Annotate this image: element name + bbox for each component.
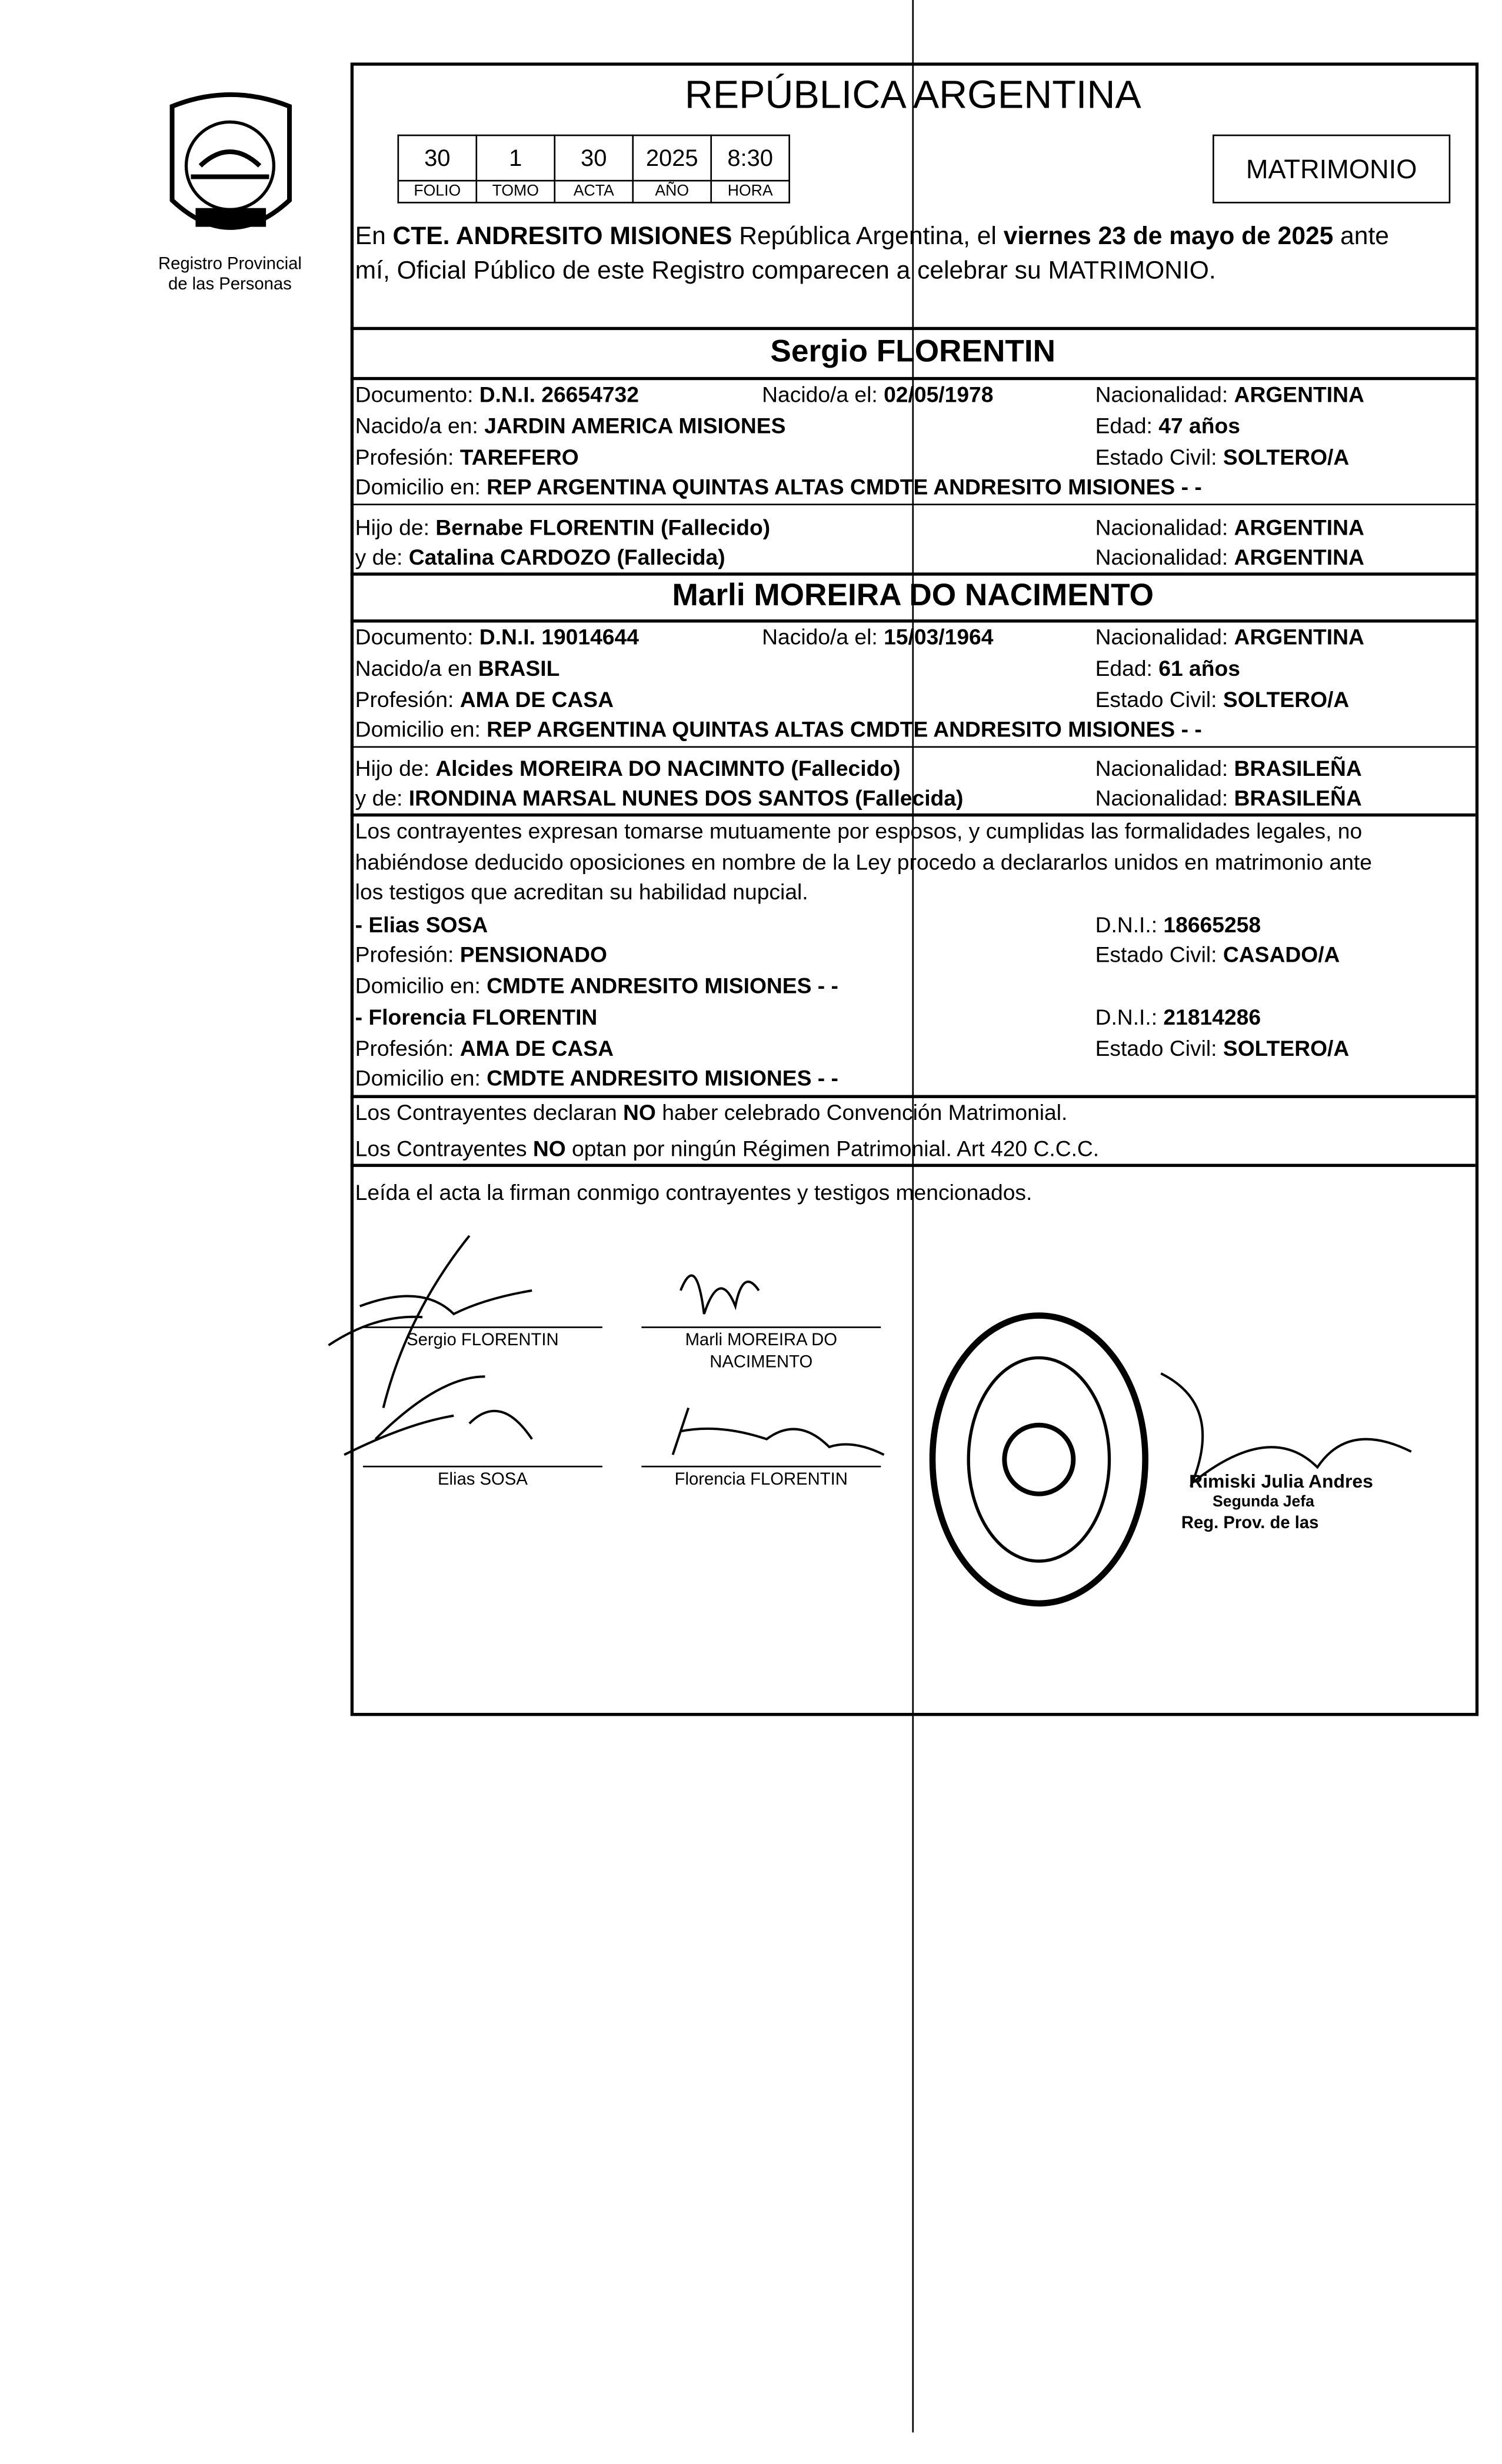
witness1-address: Domicilio en: CMDTE ANDRESITO MISIONES - - — [355, 973, 838, 998]
convention-line1: Los Contrayentes declaran NO haber celebrado Convención Matrimonial. — [355, 1099, 1068, 1125]
groom-documento: Documento: D.N.I. 26654732 — [355, 381, 639, 407]
official-office: Reg. Prov. de las — [1181, 1514, 1319, 1533]
witness1-civil-status: Estado Civil: CASADO/A — [1095, 941, 1340, 967]
bride-profession: Profesión: AMA DE CASA — [355, 686, 614, 712]
signature-line — [641, 1466, 881, 1468]
signature-witness1-label: Elias SOSA — [438, 1470, 528, 1489]
witness2-address: Domicilio en: CMDTE ANDRESITO MISIONES - - — [355, 1065, 838, 1091]
province-seal-logo — [156, 91, 305, 263]
witness1-name: - Elias SOSA — [355, 912, 488, 937]
document-type-box: MATRIMONIO — [1213, 135, 1450, 204]
logo-caption-line2: de las Personas — [168, 275, 292, 294]
bride-birthplace: Nacido/a en BRASIL — [355, 655, 560, 681]
declaration-line2: habiéndose deducido oposiciones en nombre de la Ley procedo a declararlos unidos en matrimonio ante — [355, 849, 1372, 875]
acta-value: 30 — [555, 135, 633, 181]
intro-line2: mí, Oficial Público de este Registro comparecen a celebrar su MATRIMONIO. — [355, 258, 1216, 285]
groom-mother: y de: Catalina CARDOZO (Fallecida) — [355, 544, 725, 570]
anio-value: 2025 — [633, 135, 711, 181]
logo-caption — [128, 255, 332, 295]
signature-line — [641, 1326, 881, 1328]
groom-birthplace: Nacido/a en: JARDIN AMERICA MISIONES — [355, 413, 786, 438]
bride-documento: Documento: D.N.I. 19014644 — [355, 624, 639, 649]
official-stamp — [926, 1311, 1427, 1624]
groom-father: Hijo de: Bernabe FLORENTIN (Fallecido) — [355, 514, 771, 540]
bride-mother-nationality: Nacionalidad: BRASILEÑA — [1095, 785, 1362, 811]
groom-address: Domicilio en: REP ARGENTINA QUINTAS ALTAS CMDTE ANDRESITO MISIONES - - — [355, 474, 1202, 499]
witness2-civil-status: Estado Civil: SOLTERO/A — [1095, 1035, 1350, 1061]
official-role: Segunda Jefa — [1213, 1493, 1314, 1511]
declaration-line3: los testigos que acreditan su habilidad nupcial. — [355, 879, 808, 905]
declaration-line1: Los contrayentes expresan tomarse mutuamente por esposos, y cumplidas las formalidades legales, no — [355, 818, 1363, 843]
witness2-profession: Profesión: AMA DE CASA — [355, 1035, 614, 1061]
groom-civil-status: Estado Civil: SOLTERO/A — [1095, 444, 1350, 469]
acta-label: ACTA — [555, 181, 633, 202]
bride-address: Domicilio en: REP ARGENTINA QUINTAS ALTAS CMDTE ANDRESITO MISIONES - - — [355, 716, 1202, 742]
witness2-dni: D.N.I.: 21814286 — [1095, 1004, 1261, 1029]
bride-civil-status: Estado Civil: SOLTERO/A — [1095, 686, 1350, 712]
groom-father-nationality: Nacionalidad: ARGENTINA — [1095, 514, 1364, 540]
groom-age: Edad: 47 años — [1095, 413, 1240, 438]
intro-line1: En CTE. ANDRESITO MISIONES República Argentina, el viernes 23 de mayo de 2025 ante — [355, 224, 1389, 251]
folio-value: 30 — [398, 135, 477, 181]
bride-father-nationality: Nacionalidad: BRASILEÑA — [1095, 755, 1362, 781]
hora-value: 8:30 — [711, 135, 790, 181]
signature-bride-label: Marli MOREIRA DO NACIMENTO — [685, 1331, 838, 1372]
page-title: REPÚBLICA ARGENTINA — [684, 73, 1141, 118]
groom-nationality: Nacionalidad: ARGENTINA — [1095, 381, 1364, 407]
closing-text: Leída el acta la firman conmigo contrayentes y testigos mencionados. — [355, 1179, 1033, 1205]
groom-name: Sergio FLORENTIN — [770, 335, 1056, 369]
logo-caption-line1: Registro Provincial — [158, 255, 302, 274]
signature-groom-label: Sergio FLORENTIN — [407, 1331, 559, 1351]
convention-line2: Los Contrayentes NO optan por ningún Régimen Patrimonial. Art 420 C.C.C. — [355, 1135, 1100, 1161]
witness1-dni: D.N.I.: 18665258 — [1095, 912, 1261, 937]
official-name: Rimiski Julia Andres — [1189, 1470, 1373, 1493]
bride-name: Marli MOREIRA DO NACIMENTO — [672, 578, 1154, 614]
signature-line — [363, 1466, 602, 1468]
anio-label: AÑO — [633, 181, 711, 202]
registry-table — [397, 135, 790, 204]
bride-father: Hijo de: Alcides MOREIRA DO NACIMNTO (Fallecido) — [355, 755, 901, 781]
signature-witness2-label: Florencia FLORENTIN — [674, 1470, 848, 1489]
tomo-value: 1 — [477, 135, 555, 181]
bride-age: Edad: 61 años — [1095, 655, 1240, 681]
groom-mother-nationality: Nacionalidad: ARGENTINA — [1095, 544, 1364, 570]
scan-artifact-line — [912, 0, 914, 2432]
groom-profession: Profesión: TAREFERO — [355, 444, 579, 469]
bride-nationality: Nacionalidad: ARGENTINA — [1095, 624, 1364, 649]
hora-label: HORA — [711, 181, 790, 202]
bride-mother: y de: IRONDINA MARSAL NUNES DOS SANTOS (Fallecida) — [355, 785, 964, 811]
tomo-label: TOMO — [477, 181, 555, 202]
bride-birthdate: Nacido/a el: 15/03/1964 — [762, 624, 994, 649]
groom-birthdate: Nacido/a el: 02/05/1978 — [762, 381, 994, 407]
witness1-profession: Profesión: PENSIONADO — [355, 941, 608, 967]
signature-line — [363, 1326, 602, 1328]
witness2-name: - Florencia FLORENTIN — [355, 1004, 598, 1029]
folio-label: FOLIO — [398, 181, 477, 202]
